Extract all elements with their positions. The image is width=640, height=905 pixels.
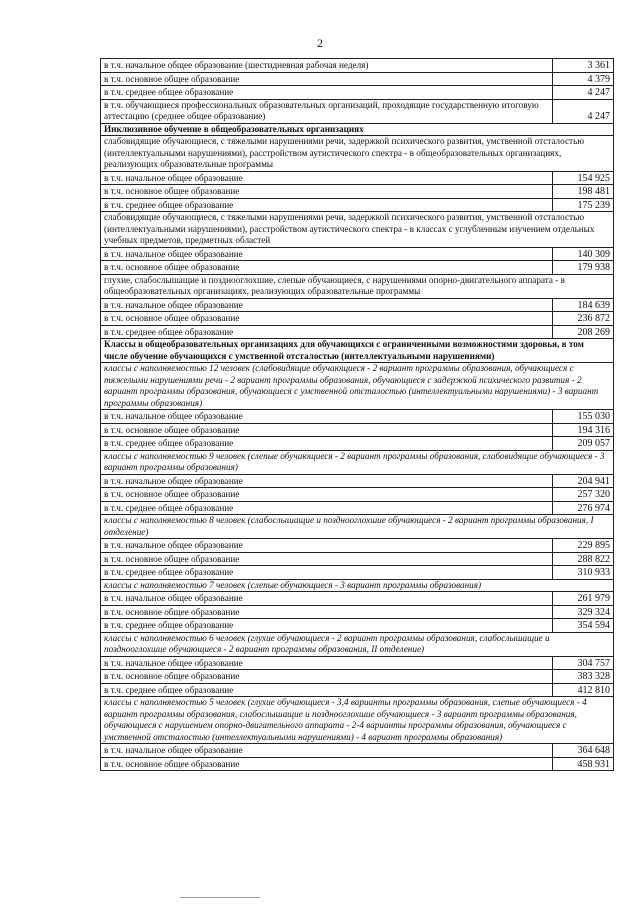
row-label: в т.ч. среднее общее образование [101, 619, 553, 633]
row-value: 204 941 [553, 474, 614, 488]
row-label: в т.ч. начальное общее образование (шестидневная рабочая неделя) [101, 59, 553, 73]
table-row [101, 410, 614, 424]
category-description: классы с наполняемостью 12 человек (слабовидящие обучающиеся - 2 вариант программы образования, обучающиеся с тяжелыми нарушениями речи - 2 вариант программы образования, обучающиеся с задержкой психического развития - 2 вариант программы образования, обучающиеся с умственной отсталостью (интеллектуальными нарушениями) - 3 вариант программы образования) [101, 363, 614, 410]
row-label: в т.ч. среднее общее образование [101, 501, 553, 515]
category-row [101, 274, 614, 298]
row-label: в т.ч. основное общее образование [101, 72, 553, 86]
section-heading-row [101, 123, 614, 136]
table-row [101, 247, 614, 261]
table-row [101, 552, 614, 566]
table-row [101, 744, 614, 758]
row-label: в т.ч. основное общее образование [101, 605, 553, 619]
table-row [101, 683, 614, 697]
table-row [101, 501, 614, 515]
row-label: в т.ч. среднее общее образование [101, 198, 553, 212]
row-label: в т.ч. среднее общее образование [101, 437, 553, 451]
row-value: 4 247 [553, 99, 614, 123]
row-value: 184 639 [553, 298, 614, 312]
row-label: в т.ч. обучающиеся профессиональных образовательных организаций, проходящие государственную итоговую аттестацию (среднее общее образование) [101, 99, 553, 123]
category-description: глухие, слабослышащие и позднооглохшие, слепые обучающиеся, с нарушениями опорно-двигательного аппарата - в общеобразовательных организациях, реализующих образовательные программы [101, 274, 614, 298]
row-value: 140 309 [553, 247, 614, 261]
section-heading: Классы в общеобразовательных организациях для обучающихся с ограниченными возможностями здоровья, в том числе обучение обучающихся с умственной отсталостью (интеллектуальными нарушениями) [101, 339, 614, 363]
row-value: 209 057 [553, 437, 614, 451]
row-label: в т.ч. начальное общее образование [101, 592, 553, 606]
section-heading-row [101, 339, 614, 363]
row-label: в т.ч. начальное общее образование [101, 744, 553, 758]
row-value: 4 247 [553, 86, 614, 100]
row-label: в т.ч. среднее общее образование [101, 325, 553, 339]
table-row [101, 757, 614, 771]
row-value: 194 316 [553, 423, 614, 437]
category-description: классы с наполняемостью 7 человек (слепые обучающиеся - 3 вариант программы образования) [101, 579, 614, 592]
footer-divider [180, 897, 260, 898]
row-label: в т.ч. начальное общее образование [101, 410, 553, 424]
category-description: классы с наполняемостью 9 человек (слепые обучающиеся - 2 вариант программы образования, слабовидящие обучающиеся - 3 вариант программы образования) [101, 450, 614, 474]
table-row [101, 566, 614, 580]
row-label: в т.ч. начальное общее образование [101, 539, 553, 553]
row-value: 458 931 [553, 757, 614, 771]
table-row [101, 261, 614, 275]
row-label: в т.ч. начальное общее образование [101, 474, 553, 488]
category-row [101, 450, 614, 474]
row-label: в т.ч. начальное общее образование [101, 171, 553, 185]
category-row [101, 212, 614, 248]
table-row [101, 619, 614, 633]
category-row [101, 697, 614, 744]
row-value: 288 822 [553, 552, 614, 566]
table-row [101, 325, 614, 339]
table-row [101, 72, 614, 86]
row-value: 412 810 [553, 683, 614, 697]
row-value: 154 925 [553, 171, 614, 185]
row-label: в т.ч. основное общее образование [101, 552, 553, 566]
row-label: в т.ч. среднее общее образование [101, 683, 553, 697]
table-row [101, 423, 614, 437]
row-value: 261 979 [553, 592, 614, 606]
row-value: 354 594 [553, 619, 614, 633]
row-value: 175 239 [553, 198, 614, 212]
row-label: в т.ч. основное общее образование [101, 423, 553, 437]
row-label: в т.ч. основное общее образование [101, 488, 553, 502]
row-value: 329 324 [553, 605, 614, 619]
row-value: 276 974 [553, 501, 614, 515]
table-row [101, 670, 614, 684]
row-label: в т.ч. основное общее образование [101, 670, 553, 684]
row-label: в т.ч. основное общее образование [101, 261, 553, 275]
row-value: 257 320 [553, 488, 614, 502]
table-row [101, 185, 614, 199]
row-label: в т.ч. начальное общее образование [101, 298, 553, 312]
table-row [101, 539, 614, 553]
table-row [101, 656, 614, 670]
table-row [101, 171, 614, 185]
row-label: в т.ч. среднее общее образование [101, 86, 553, 100]
table-row [101, 592, 614, 606]
row-value: 198 481 [553, 185, 614, 199]
table-row [101, 59, 614, 73]
row-value: 383 328 [553, 670, 614, 684]
table-row [101, 298, 614, 312]
table-row [101, 312, 614, 326]
table-row [101, 99, 614, 123]
row-value: 364 648 [553, 744, 614, 758]
row-value: 179 938 [553, 261, 614, 275]
row-label: в т.ч. основное общее образование [101, 185, 553, 199]
table-row [101, 605, 614, 619]
row-label: в т.ч. основное общее образование [101, 312, 553, 326]
category-row [101, 515, 614, 539]
row-value: 155 030 [553, 410, 614, 424]
category-row [101, 363, 614, 410]
category-row [101, 136, 614, 172]
table-row [101, 488, 614, 502]
row-value: 310 933 [553, 566, 614, 580]
row-label: в т.ч. основное общее образование [101, 757, 553, 771]
category-row [101, 632, 614, 656]
row-value: 304 757 [553, 656, 614, 670]
table-row [101, 474, 614, 488]
section-heading: Инклюзивное обучение в общеобразовательных организациях [101, 123, 614, 136]
category-description: классы с наполняемостью 6 человек (глухие обучающиеся - 2 вариант программы образования, слабослышащие и позднооглохшие обучающиеся - 2 вариант программы образования, II отделение) [101, 632, 614, 656]
row-label: в т.ч. начальное общее образование [101, 247, 553, 261]
row-value: 236 872 [553, 312, 614, 326]
funding-table [100, 58, 614, 771]
row-label: в т.ч. начальное общее образование [101, 656, 553, 670]
category-row [101, 579, 614, 592]
table-row [101, 198, 614, 212]
row-value: 229 895 [553, 539, 614, 553]
category-description: слабовидящие обучающиеся, с тяжелыми нарушениями речи, задержкой психического развития, умственной отсталостью (интеллектуальными нарушениями), расстройством аутистического спектра - в общеобразовательных организациях, реализующих образовательные программы [101, 136, 614, 172]
table-row [101, 437, 614, 451]
category-description: классы с наполняемостью 5 человек (глухие обучающиеся - 3,4 варианты программы образования, слепые обучающиеся - 4 вариант программы образования, слабослышащие и позднооглохшие обучающиеся - 3 вариант программы образования, обучающиеся с нарушением опорно-двигательного аппарата - 2-4 варианты программы образования, обучающиеся с умственной отсталостью (интеллектуальными нарушениями) - 4 вариант программы образования) [101, 697, 614, 744]
row-value: 3 361 [553, 59, 614, 73]
row-value: 208 269 [553, 325, 614, 339]
category-description: классы с наполняемостью 8 человек (слабослышащие и позднооглохшие обучающиеся - 2 вариант программы образования, I отделение) [101, 515, 614, 539]
category-description: слабовидящие обучающиеся, с тяжелыми нарушениями речи, задержкой психического развития, умственной отсталостью (интеллектуальными нарушениями), расстройством аутистического спектра - в классах с углубленным изучением отдельных учебных предметов, предметных областей [101, 212, 614, 248]
row-label: в т.ч. среднее общее образование [101, 566, 553, 580]
table-row [101, 86, 614, 100]
page-number: 2 [317, 36, 323, 50]
row-value: 4 379 [553, 72, 614, 86]
funding-table-body [101, 59, 614, 771]
